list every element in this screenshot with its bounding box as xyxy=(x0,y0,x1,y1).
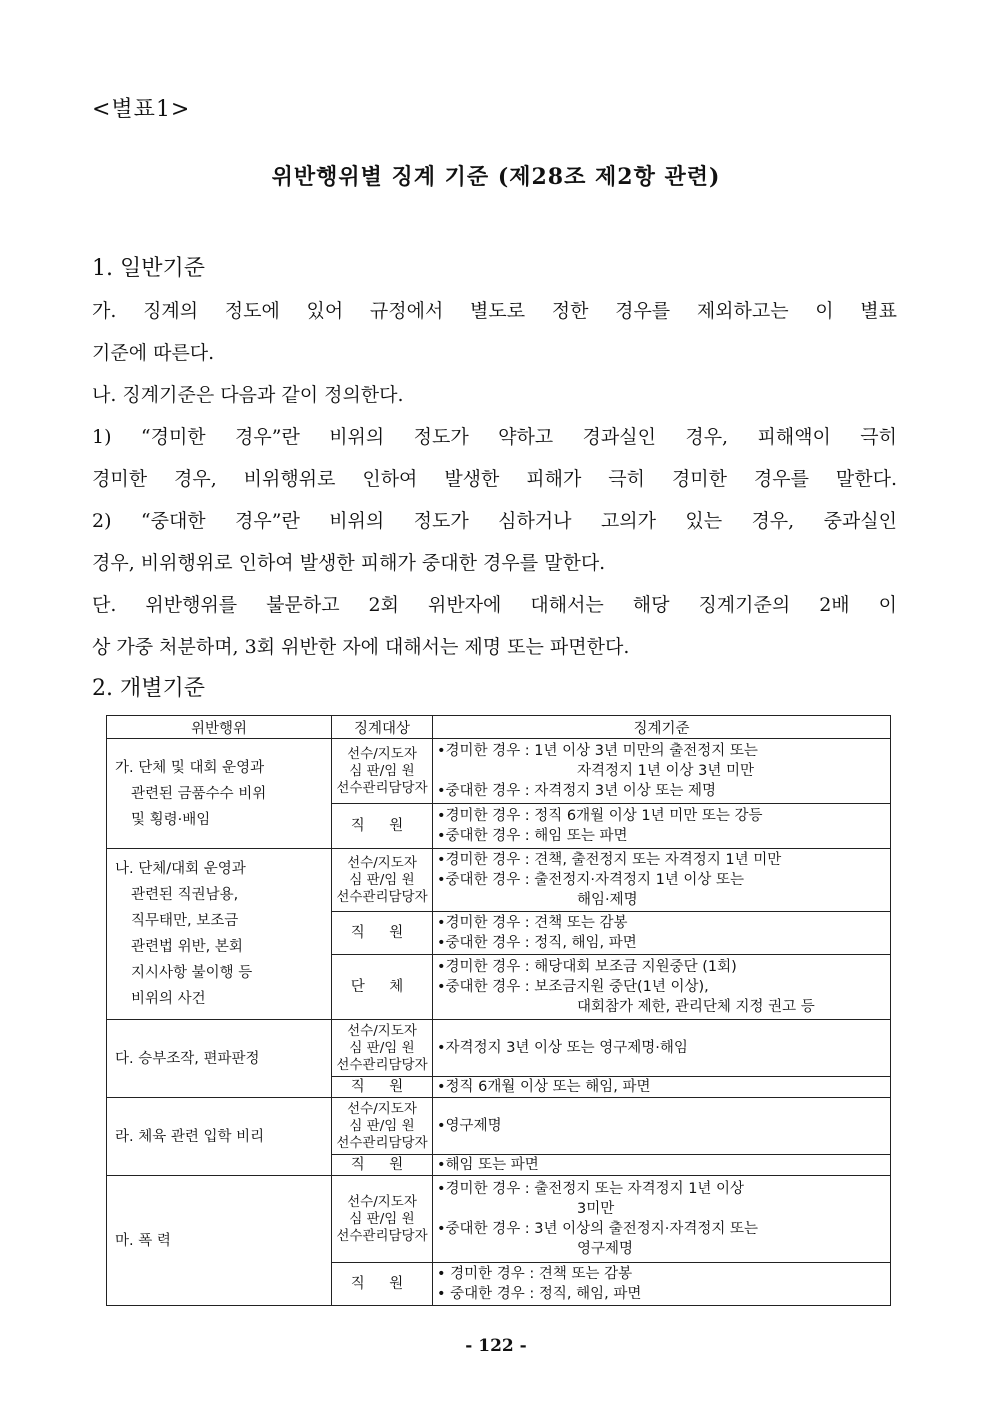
target-cell: 단 체 xyxy=(332,955,433,1020)
criteria-line: •중대한 경우 : 정직, 해임, 파면 xyxy=(437,935,637,951)
violation-cell: 라. 체육 관련 입학 비리 xyxy=(107,1098,332,1176)
target-cell xyxy=(332,849,433,912)
target-line: 선수관리담당자 xyxy=(336,779,428,796)
criteria-cell xyxy=(433,912,891,955)
header-target: 징계대상 xyxy=(332,716,433,739)
target-line: 심 판/임 원 xyxy=(349,1039,415,1056)
target-line: 심 판/임 원 xyxy=(349,1210,415,1227)
target-line: 심 판/임 원 xyxy=(349,762,415,779)
criteria-line: • 경미한 경우 : 견책 또는 감봉 xyxy=(437,1266,633,1282)
section1-heading: 1. 일반기준 xyxy=(92,256,205,281)
criteria-line: •경미한 경우 : 정직 6개월 이상 1년 미만 또는 강등 xyxy=(437,808,763,824)
annex-label: <별표1> xyxy=(92,97,191,122)
target-line: 선수/지도자 xyxy=(347,1022,417,1039)
table-row xyxy=(107,1020,891,1077)
criteria-cell: •영구제명 xyxy=(433,1098,891,1155)
target-line: 선수관리담당자 xyxy=(336,1134,428,1151)
target-cell xyxy=(332,1098,433,1155)
paragraph: 나. 징계기준은 다음과 같이 정의한다. xyxy=(92,384,404,406)
paragraph: 기준에 따른다. xyxy=(92,342,215,364)
criteria-line: •경미한 경우 : 견책 또는 감봉 xyxy=(437,915,628,931)
criteria-cell: •정직 6개월 이상 또는 해임, 파면 xyxy=(433,1077,891,1098)
violation-cell: 다. 승부조작, 편파판정 xyxy=(107,1020,332,1098)
violation-line: 비위의 사건 xyxy=(131,991,206,1007)
paragraph: 단. 위반행위를 불문하고 2회 위반자에 대해서는 해당 징계기준의 2배 이 xyxy=(92,594,897,616)
criteria-cell xyxy=(433,849,891,912)
page-title: 위반행위별 징계 기준 (제28조 제2항 관련) xyxy=(271,164,721,190)
criteria-line: •중대한 경우 : 보조금지원 중단(1년 이상), xyxy=(437,979,709,995)
target-cell: 직 원 xyxy=(332,1155,433,1176)
table-header-row xyxy=(107,716,891,739)
table-row xyxy=(107,849,891,912)
criteria-line: 영구제명 xyxy=(577,1241,634,1257)
target-line: 선수관리담당자 xyxy=(336,1056,428,1073)
target-line: 선수/지도자 xyxy=(347,1100,417,1117)
criteria-cell xyxy=(433,739,891,804)
violation-line: 가. 단체 및 대회 운영과 xyxy=(115,759,265,776)
criteria-line: •경미한 경우 : 견책, 출전정지 또는 자격정지 1년 미만 xyxy=(437,852,782,868)
target-cell xyxy=(332,1176,433,1263)
target-line: 선수관리담당자 xyxy=(336,1227,428,1244)
criteria-cell: •해임 또는 파면 xyxy=(433,1155,891,1176)
target-cell: 직 원 xyxy=(332,912,433,955)
violation-line: 나. 단체/대회 운영과 xyxy=(115,861,246,877)
violation-cell xyxy=(107,849,332,1020)
table-row xyxy=(107,739,891,804)
criteria-cell xyxy=(433,804,891,849)
violation-line: 지시사항 불이행 등 xyxy=(131,965,253,981)
criteria-line: •경미한 경우 : 1년 이상 3년 미만의 출전정지 또는 xyxy=(437,743,758,759)
criteria-cell xyxy=(433,1176,891,1263)
target-line: 선수관리담당자 xyxy=(336,888,428,905)
violation-line: 관련법 위반, 본회 xyxy=(131,939,243,955)
discipline-criteria-table xyxy=(106,715,891,1306)
section2-heading: 2. 개별기준 xyxy=(92,676,205,701)
violation-line: 관련된 금품수수 비위 xyxy=(131,785,267,802)
paragraph: 2) “중대한 경우”란 비위의 정도가 심하거나 고의가 있는 경우, 중과실인 xyxy=(92,510,897,532)
target-line: 심 판/임 원 xyxy=(349,871,415,888)
target-cell: 직 원 xyxy=(332,1263,433,1306)
criteria-line: • 중대한 경우 : 정직, 해임, 파면 xyxy=(437,1286,642,1302)
criteria-line: •중대한 경우 : 출전정지·자격정지 1년 이상 또는 xyxy=(437,872,745,888)
criteria-line: •중대한 경우 : 해임 또는 파면 xyxy=(437,828,628,844)
paragraph: 경미한 경우, 비위행위로 인하여 발생한 피해가 극히 경미한 경우를 말한다. xyxy=(92,468,897,490)
paragraph: 가. 징계의 정도에 있어 규정에서 별도로 정한 경우를 제외하고는 이 별표 xyxy=(92,300,897,322)
table-row xyxy=(107,1176,891,1263)
criteria-line: •경미한 경우 : 해당대회 보조금 지원중단 (1회) xyxy=(437,959,737,975)
paragraph: 경우, 비위행위로 인하여 발생한 피해가 중대한 경우를 말한다. xyxy=(92,552,606,574)
target-line: 선수/지도자 xyxy=(347,1193,417,1210)
criteria-line: 해임·제명 xyxy=(577,892,638,908)
criteria-line: 자격정지 1년 이상 3년 미만 xyxy=(577,763,754,779)
violation-cell xyxy=(107,739,332,849)
target-cell xyxy=(332,1020,433,1077)
general-criteria-section xyxy=(92,248,897,710)
target-line: 선수/지도자 xyxy=(347,854,417,871)
page-number: - 122 - xyxy=(465,1336,527,1356)
target-line: 심 판/임 원 xyxy=(349,1117,415,1134)
criteria-cell: •자격정지 3년 이상 또는 영구제명·해임 xyxy=(433,1020,891,1077)
header-violation: 위반행위 xyxy=(107,716,332,739)
criteria-line: •중대한 경우 : 자격정지 3년 이상 또는 제명 xyxy=(437,783,717,799)
target-cell xyxy=(332,739,433,804)
criteria-line: •경미한 경우 : 출전정지 또는 자격정지 1년 이상 xyxy=(437,1181,745,1197)
violation-line: 및 횡령·배임 xyxy=(131,811,211,828)
criteria-cell xyxy=(433,955,891,1020)
violation-cell: 마. 폭 력 xyxy=(107,1176,332,1306)
target-cell: 직 원 xyxy=(332,804,433,849)
target-cell: 직 원 xyxy=(332,1077,433,1098)
criteria-line: 대회참가 제한, 관리단체 지정 권고 등 xyxy=(577,999,815,1015)
target-line: 선수/지도자 xyxy=(347,745,417,762)
criteria-line: 3미만 xyxy=(577,1201,615,1217)
header-criteria: 징계기준 xyxy=(433,716,891,739)
violation-line: 관련된 직권남용, xyxy=(131,887,239,903)
paragraph: 1) “경미한 경우”란 비위의 정도가 약하고 경과실인 경우, 피해액이 극히 xyxy=(92,426,897,448)
paragraph: 상 가중 처분하며, 3회 위반한 자에 대해서는 제명 또는 파면한다. xyxy=(92,636,630,658)
criteria-line: •중대한 경우 : 3년 이상의 출전정지·자격정지 또는 xyxy=(437,1221,759,1237)
violation-line: 직무태만, 보조금 xyxy=(131,913,239,929)
criteria-cell xyxy=(433,1263,891,1306)
table-row xyxy=(107,1098,891,1155)
